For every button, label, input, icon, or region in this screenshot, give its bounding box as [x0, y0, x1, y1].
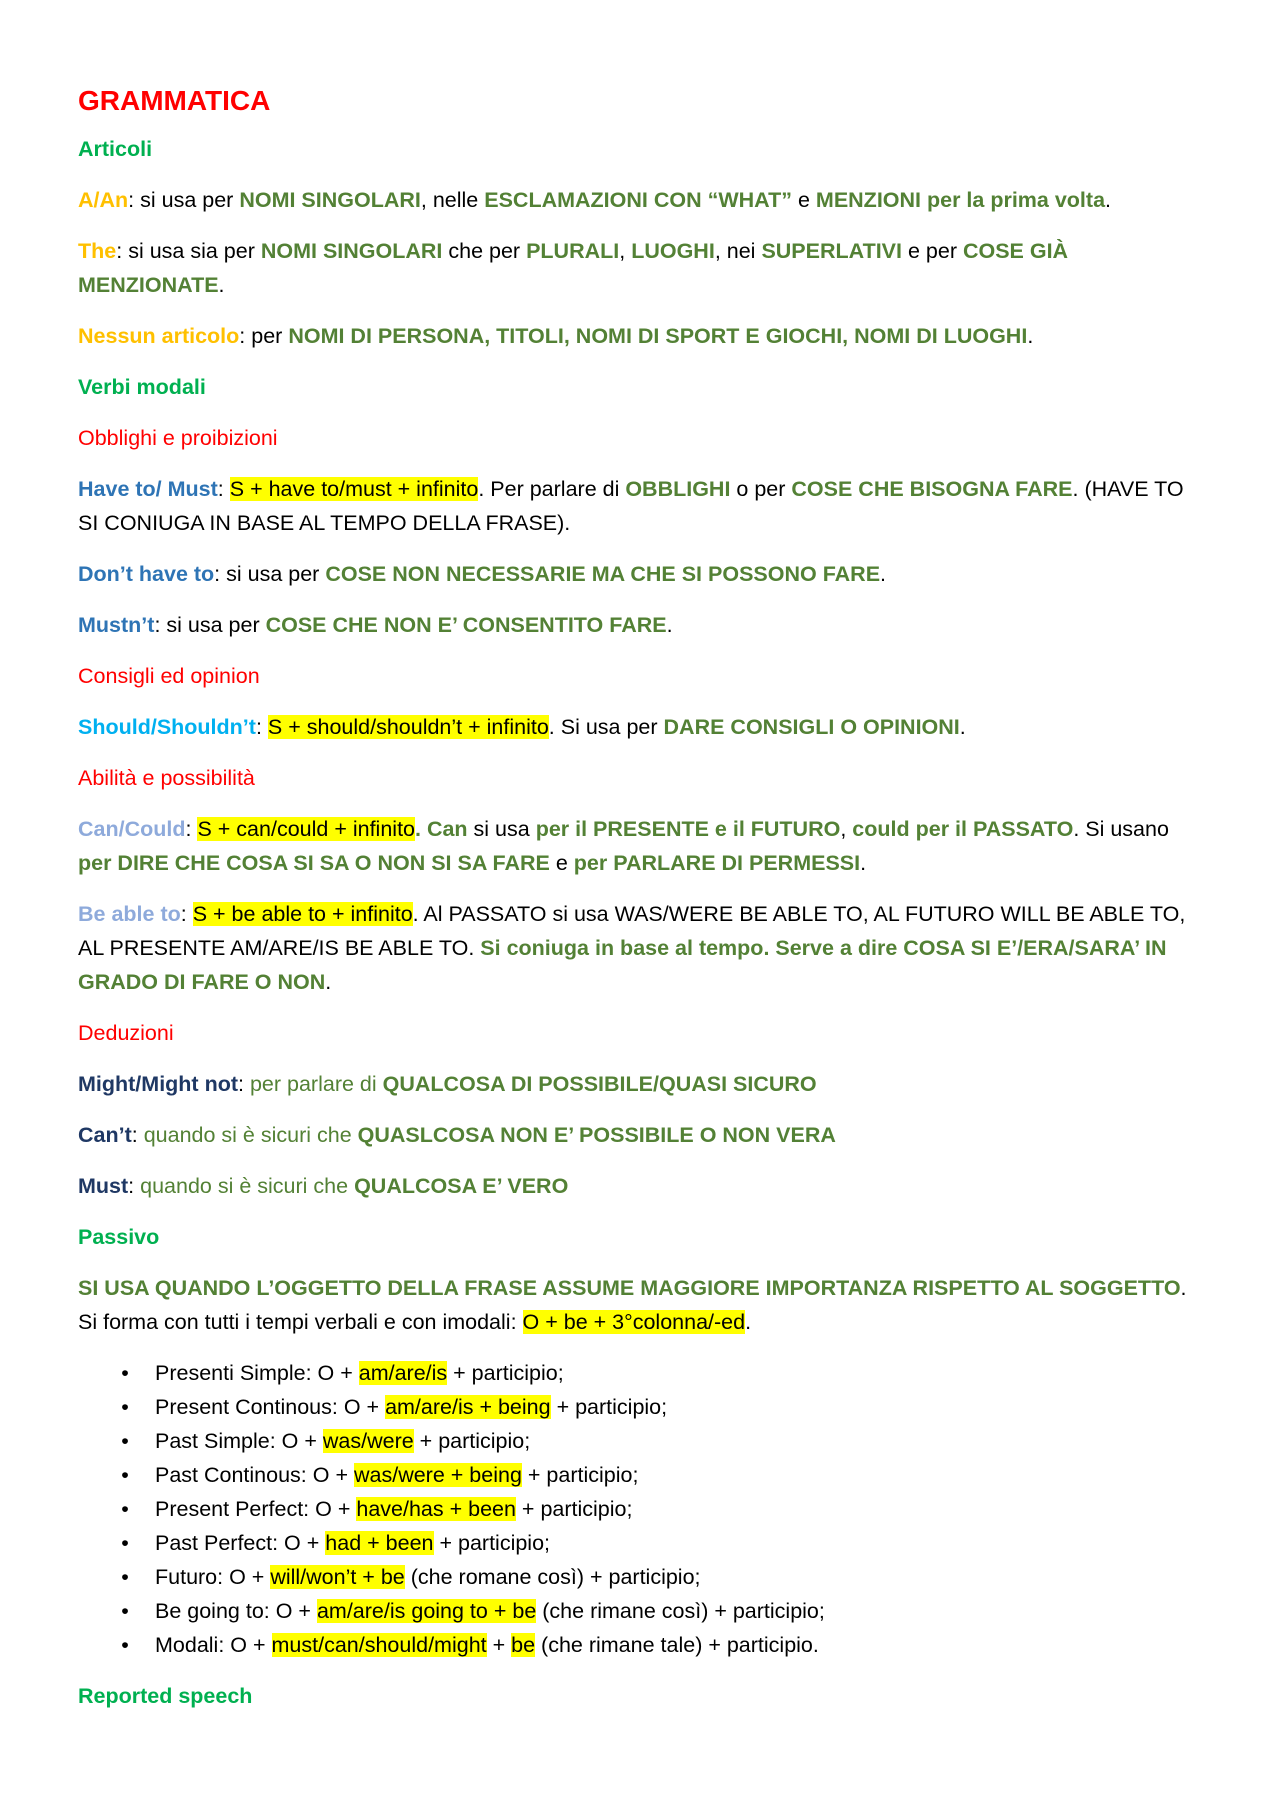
- keyword: OBBLIGHI: [625, 477, 731, 501]
- section-heading-articoli: Articoli: [78, 137, 153, 161]
- keyword: COSE NON NECESSARIE MA CHE SI POSSONO FARE: [325, 562, 881, 586]
- formula-highlight: S + be able to + infinito: [192, 902, 413, 926]
- subheading-consigli: Consigli ed opinion: [78, 664, 260, 688]
- text: si usa per: [220, 562, 326, 586]
- text: per parlare di: [243, 1072, 383, 1096]
- text: Present Continous: O +: [155, 1395, 386, 1419]
- formula-highlight: S + should/shouldn’t + infinito: [267, 715, 549, 739]
- text: e per: [902, 239, 963, 263]
- paragraph-cant: [78, 1118, 1200, 1152]
- keyword: QUALCOSA DI POSSIBILE/QUASI SICURO: [382, 1072, 817, 1096]
- text: [187, 902, 193, 926]
- text: .: [745, 1310, 752, 1334]
- formula-highlight: had + been: [325, 1531, 434, 1555]
- list-item: [115, 1560, 1200, 1594]
- text: .: [325, 970, 332, 994]
- keyword: PLURALI: [526, 239, 620, 263]
- text: + participio;: [550, 1395, 668, 1419]
- formula-highlight: must/can/should/might: [271, 1633, 487, 1657]
- bullet-dot: •: [121, 1429, 129, 1453]
- term-mustnt: Mustn’t: [78, 613, 155, 637]
- formula-highlight: was/were: [322, 1429, 414, 1453]
- text: Futuro: O +: [155, 1565, 271, 1589]
- list-item: [115, 1594, 1200, 1628]
- formula-highlight: am/are/is: [358, 1361, 448, 1385]
- text: si usa sia per: [122, 239, 261, 263]
- bullet-dot: •: [121, 1497, 129, 1521]
- keyword: SI USA QUANDO L’OGGETTO DELLA FRASE ASSUME MAGGIORE IMPORTANZA RISPETTO AL SOGGETTO: [78, 1276, 1181, 1300]
- term-must: Must: [78, 1174, 129, 1198]
- text: . Si usa per: [548, 715, 664, 739]
- paragraph-might: [78, 1067, 1200, 1101]
- keyword: Si coniuga in base al tempo. Serve a dire COSA SI E’/ERA/SARA’ IN GRADO DI FARE O NON: [78, 936, 1167, 994]
- formula-highlight: will/won’t + be: [270, 1565, 405, 1589]
- text: (che rimane tale) + participio.: [535, 1633, 819, 1657]
- formula-highlight: O + be + 3°colonna/-ed: [522, 1310, 746, 1334]
- paragraph-a-an: [78, 183, 1200, 217]
- text: . Si forma con tutti i tempi verbali e con imodali:: [78, 1276, 1187, 1334]
- paragraph-dont-have-to: [78, 557, 1200, 591]
- keyword: SUPERLATIVI: [761, 239, 902, 263]
- bullet-dot: •: [121, 1395, 129, 1419]
- text: . Si usano: [1073, 817, 1169, 841]
- text: quando si è sicuri che: [134, 1174, 355, 1198]
- text: :: [180, 902, 187, 926]
- text: , nei: [714, 239, 762, 263]
- text: Be going to: O +: [155, 1599, 317, 1623]
- text: . Per parlare di: [478, 477, 626, 501]
- text: Presenti Simple: O +: [155, 1361, 359, 1385]
- term-should: Should/Shouldn’t: [78, 715, 256, 739]
- bullet-dot: •: [121, 1463, 129, 1487]
- text: :: [217, 477, 224, 501]
- text: +: [486, 1633, 512, 1657]
- text: .: [218, 273, 225, 297]
- text: , nelle: [420, 188, 485, 212]
- term-a-an: A/An: [78, 188, 129, 212]
- text: ,: [619, 239, 632, 263]
- formula-highlight: was/were + being: [353, 1463, 522, 1487]
- subheading-deduzioni: Deduzioni: [78, 1021, 174, 1045]
- list-item: [115, 1424, 1200, 1458]
- paragraph-nessun-articolo: [78, 319, 1200, 353]
- list-item: [115, 1628, 1200, 1662]
- formula-highlight: have/has + been: [356, 1497, 516, 1521]
- formula-highlight: am/are/is going to + be: [316, 1599, 537, 1623]
- text: :: [116, 239, 123, 263]
- keyword: could per il PASSATO: [852, 817, 1074, 841]
- passive-tenses-list: [78, 1356, 1200, 1662]
- bullet-dot: •: [121, 1531, 129, 1555]
- text: .: [666, 613, 673, 637]
- section-heading-reported-speech: Reported speech: [78, 1684, 253, 1708]
- list-item: [115, 1492, 1200, 1526]
- text: + participio;: [413, 1429, 531, 1453]
- page-title: GRAMMATICA: [78, 85, 271, 116]
- section-heading-passivo: Passivo: [78, 1225, 160, 1249]
- text: .: [1027, 324, 1034, 348]
- text: Modali: O +: [155, 1633, 272, 1657]
- term-dont-have-to: Don’t have to: [78, 562, 215, 586]
- paragraph-passivo-intro: [78, 1271, 1200, 1339]
- text: .: [959, 715, 966, 739]
- keyword: COSE CHE BISOGNA FARE: [791, 477, 1073, 501]
- text: e: [549, 851, 574, 875]
- bullet-dot: •: [121, 1565, 129, 1589]
- bullet-dot: •: [121, 1599, 129, 1623]
- keyword: DARE CONSIGLI O OPINIONI: [663, 715, 960, 739]
- keyword: QUALCOSA E’ VERO: [354, 1174, 569, 1198]
- keyword: COSE GIÀ MENZIONATE: [78, 239, 1069, 297]
- text: :: [238, 1072, 244, 1096]
- paragraph-mustnt: [78, 608, 1200, 642]
- text: + participio;: [515, 1497, 633, 1521]
- text: :: [239, 324, 246, 348]
- paragraph-should: [78, 710, 1200, 744]
- keyword: . Can: [415, 817, 468, 841]
- text: [262, 715, 268, 739]
- keyword: LUOGHI: [631, 239, 715, 263]
- text: Past Simple: O +: [155, 1429, 323, 1453]
- section-heading-verbi-modali: Verbi modali: [78, 375, 206, 399]
- formula-highlight: be: [511, 1633, 536, 1657]
- text: :: [255, 715, 262, 739]
- text: :: [154, 613, 161, 637]
- list-item: [115, 1390, 1200, 1424]
- formula-highlight: am/are/is + being: [385, 1395, 551, 1419]
- text: + participio;: [447, 1361, 564, 1385]
- paragraph-can-could: [78, 812, 1200, 880]
- text: Past Perfect: O +: [155, 1531, 326, 1555]
- term-the: The: [78, 239, 117, 263]
- bullet-dot: •: [121, 1633, 129, 1657]
- keyword: per PARLARE DI PERMESSI: [573, 851, 861, 875]
- paragraph-must: [78, 1169, 1200, 1203]
- text: si usa per: [134, 188, 240, 212]
- text: e: [792, 188, 816, 212]
- formula-highlight: S + have to/must + infinito: [229, 477, 479, 501]
- subheading-obblighi: Obblighi e proibizioni: [78, 426, 278, 450]
- text: :: [128, 1174, 135, 1198]
- text: .: [1105, 188, 1112, 212]
- text: .: [880, 562, 887, 586]
- text: :: [131, 1123, 138, 1147]
- text: . Al PASSATO si usa WAS/WERE BE ABLE TO, AL FUTURO WILL BE ABLE TO, AL PRESENTE AM/ARE/IS BE ABLE TO.: [78, 902, 1186, 960]
- list-item: [115, 1526, 1200, 1560]
- text: si usa per: [160, 613, 266, 637]
- text: .: [860, 851, 867, 875]
- keyword: per DIRE CHE COSA SI SA O NON SI SA FARE: [78, 851, 550, 875]
- keyword: MENZIONI per la prima volta: [815, 188, 1106, 212]
- text: (che rimane così) + participio;: [536, 1599, 825, 1623]
- text: che per: [442, 239, 527, 263]
- text: per: [245, 324, 289, 348]
- term-might: Might/Might not: [78, 1072, 238, 1096]
- text: Present Perfect: O +: [155, 1497, 357, 1521]
- text: . (HAVE TO SI CONIUGA IN BASE AL TEMPO DELLA FRASE).: [78, 477, 1184, 535]
- text: + participio;: [521, 1463, 639, 1487]
- keyword: ESCLAMAZIONI CON “WHAT”: [484, 188, 792, 212]
- bullet-dot: •: [121, 1361, 129, 1385]
- text: (che romane così) + participio;: [404, 1565, 701, 1589]
- term-can-could: Can/Could: [78, 817, 186, 841]
- text: [224, 477, 230, 501]
- formula-highlight: S + can/could + infinito: [197, 817, 415, 841]
- paragraph-the: [78, 234, 1200, 302]
- text: :: [128, 188, 135, 212]
- keyword: COSE CHE NON E’ CONSENTITO FARE: [265, 613, 667, 637]
- subheading-abilita: Abilità e possibilità: [78, 766, 255, 790]
- list-item: [115, 1458, 1200, 1492]
- text: Past Continous: O +: [155, 1463, 354, 1487]
- text: + participio;: [433, 1531, 551, 1555]
- text: :: [214, 562, 221, 586]
- keyword: NOMI SINGOLARI: [239, 188, 421, 212]
- term-nessun-articolo: Nessun articolo: [78, 324, 240, 348]
- list-item: [115, 1356, 1200, 1390]
- text: o per: [730, 477, 792, 501]
- keyword: NOMI DI PERSONA, TITOLI, NOMI DI SPORT E GIOCHI, NOMI DI LUOGHI: [288, 324, 1028, 348]
- term-cant: Can’t: [78, 1123, 132, 1147]
- keyword: per il PRESENTE e il FUTURO: [535, 817, 841, 841]
- text: si usa: [467, 817, 536, 841]
- keyword: QUASLCOSA NON E’ POSSIBILE O NON VERA: [357, 1123, 836, 1147]
- text: :: [185, 817, 192, 841]
- term-have-to: Have to/ Must: [78, 477, 218, 501]
- paragraph-have-to: [78, 472, 1200, 540]
- text: quando si è sicuri che: [137, 1123, 358, 1147]
- keyword: NOMI SINGOLARI: [260, 239, 443, 263]
- term-be-able-to: Be able to: [78, 902, 181, 926]
- text: ,: [840, 817, 853, 841]
- paragraph-be-able-to: [78, 897, 1200, 999]
